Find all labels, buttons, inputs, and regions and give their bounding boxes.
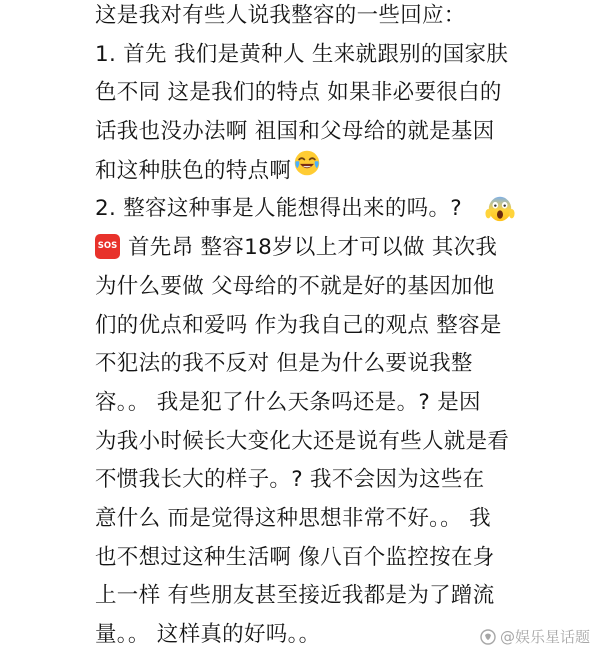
- post-line-14: 意什么 而是觉得这种思想非常不好。。 我: [95, 505, 491, 531]
- watermark-logo-icon: [480, 629, 496, 645]
- post-line-1: 这是我对有些人说我整容的一些回应：: [95, 3, 466, 28]
- post-line-13: 不惯我长大的样子。? 我不会因为这些在: [95, 467, 485, 493]
- post-line-17: 量。。 这样真的好吗。。: [95, 622, 321, 647]
- post-line-15: 也不想过这种生活啊 像八百个监控按在身: [95, 544, 495, 570]
- post-line-12: 为我小时候长大变化大还是说有些人就是看: [95, 428, 510, 454]
- post-line-7: SOS 首先昂 整容18岁以上才可以做 其次我: [95, 229, 515, 268]
- sos-icon: SOS: [95, 234, 120, 259]
- post-line-3: 色不同 这是我们的特点 如果非必要很白的: [95, 80, 502, 106]
- post-line-10: 不犯法的我不反对 但是为什么要说我整: [95, 351, 473, 377]
- post-line-16: 上一样 有些朋友甚至接近我都是为了蹭流: [95, 583, 495, 609]
- post-line-8: 为什么要做 父母给的不就是好的基因加他: [95, 273, 495, 299]
- post-body: [95, 0, 515, 651]
- post-line-9: 们的优点和爱吗 作为我自己的观点 整容是: [95, 312, 502, 338]
- post-line-2: 1. 首先 我们是黄种人 生来就跟别的国家肤: [95, 41, 509, 67]
- post-line-5: 和这种肤色的特点啊: [95, 152, 515, 191]
- post-line-6: 2. 整容这种事是人能想得出来的吗。?: [95, 190, 515, 229]
- watermark-text: @娱乐星话题: [499, 628, 590, 646]
- post-line-11: 容。。 我是犯了什么天条吗还是。? 是因: [95, 389, 481, 415]
- screaming-face-icon: [485, 193, 515, 237]
- laughing-tears-icon: [293, 152, 321, 191]
- source-watermark: [480, 626, 590, 647]
- post-line-4: 话我也没办法啊 祖国和父母给的就是基因: [95, 119, 495, 145]
